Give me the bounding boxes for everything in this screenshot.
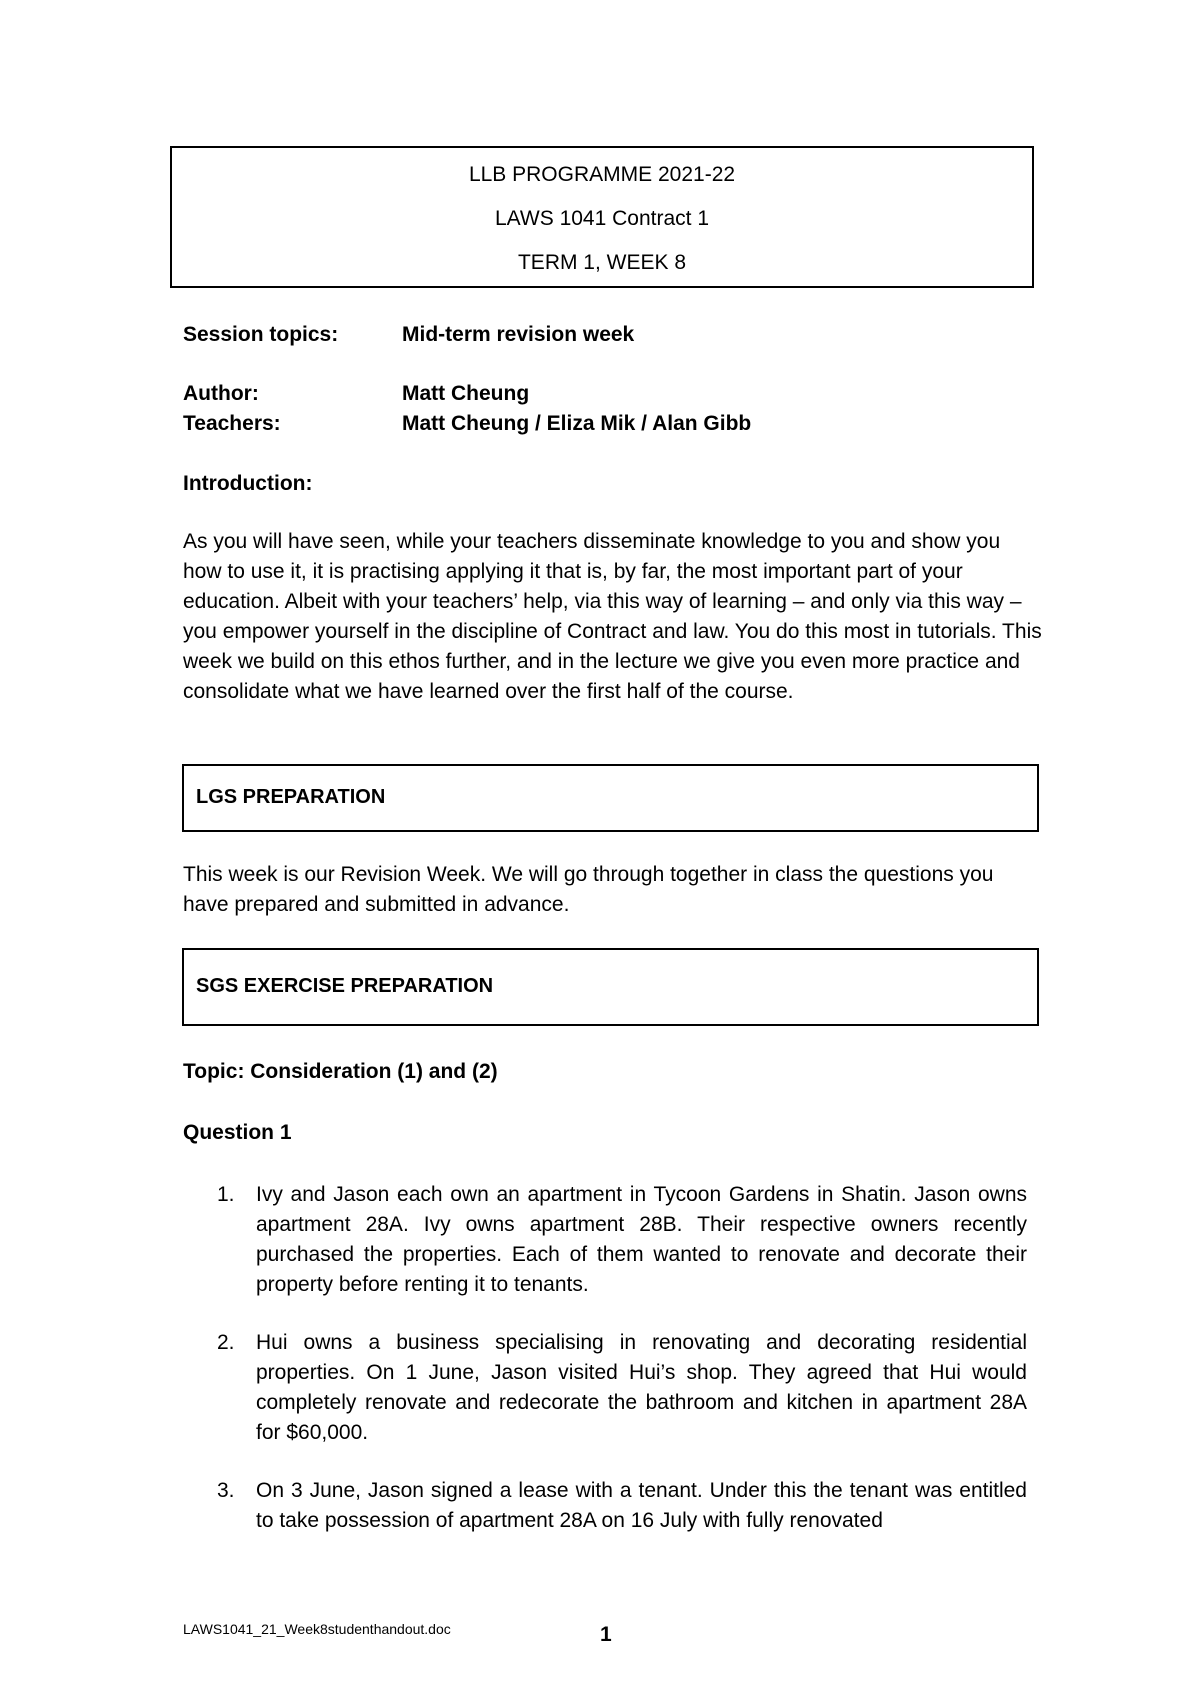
term-week-title: TERM 1, WEEK 8	[517, 251, 687, 274]
teachers-label: Teachers:	[183, 412, 281, 435]
lgs-paragraph: This week is our Revision Week. We will go through together in class the questions you have prepared and submitted in advance.	[183, 863, 994, 916]
footer-filename: LAWS1041_21_Week8studenthandout.doc	[183, 1621, 451, 1637]
programme-title: LLB PROGRAMME 2021-22	[468, 163, 736, 186]
session-label: Session topics:	[183, 323, 339, 346]
course-title: LAWS 1041 Contract 1	[495, 207, 709, 230]
teachers-value: Matt Cheung / Eliza Mik / Alan Gibb	[402, 412, 752, 435]
title-box	[170, 146, 1034, 288]
session-value: Mid-term revision week	[402, 323, 635, 346]
list-item-text: On 3 June, Jason signed a lease with a tenant. Under this the tenant was entitled to take possession of apartment 28A on 16 July with fully renovated	[256, 1479, 1027, 1532]
lgs-preparation-box	[182, 764, 1039, 832]
lgs-preparation-heading: LGS PREPARATION	[196, 786, 386, 808]
list-item-number: 1.	[217, 1183, 235, 1206]
topic-heading: Topic: Consideration (1) and (2)	[183, 1060, 498, 1083]
sgs-preparation-heading: SGS EXERCISE PREPARATION	[196, 975, 494, 997]
question-title: Question 1	[183, 1121, 292, 1144]
page-number: 1	[600, 1623, 612, 1646]
list-item-text: Ivy and Jason each own an apartment in Tycoon Gardens in Shatin. Jason owns apartment 28A. Ivy owns apartment 28B. Their respective owners recently purchased the properties. Each of them wanted to renovate and decorate their property before renting it to tenants.	[256, 1183, 1027, 1296]
author-label: Author:	[183, 382, 259, 405]
sgs-preparation-box	[182, 948, 1039, 1026]
list-item-number: 2.	[217, 1331, 235, 1354]
list-item-number: 3.	[217, 1479, 235, 1502]
introduction-heading: Introduction:	[183, 472, 313, 495]
list-item-text: Hui owns a business specialising in renovating and decorating residential properties. On 1 June, Jason visited Hui’s shop. They agreed that Hui would completely renovate and redecorate the bathroom and kitchen in apartment 28A for $60,000.	[256, 1331, 1027, 1444]
author-value: Matt Cheung	[402, 382, 530, 405]
introduction-paragraph: As you will have seen, while your teachers disseminate knowledge to you and show you how to use it, it is practising applying it that is, by far, the most important part of your education. Albeit with your teachers’ help, via this way of learning – and only via this way – you empower yourself in the discipline of Contract and law. You do this most in tutorials. This week we build on this ethos further, and in the lecture we give you even more practice and consolidate what we have learned over the first half of the course.	[183, 530, 1042, 703]
